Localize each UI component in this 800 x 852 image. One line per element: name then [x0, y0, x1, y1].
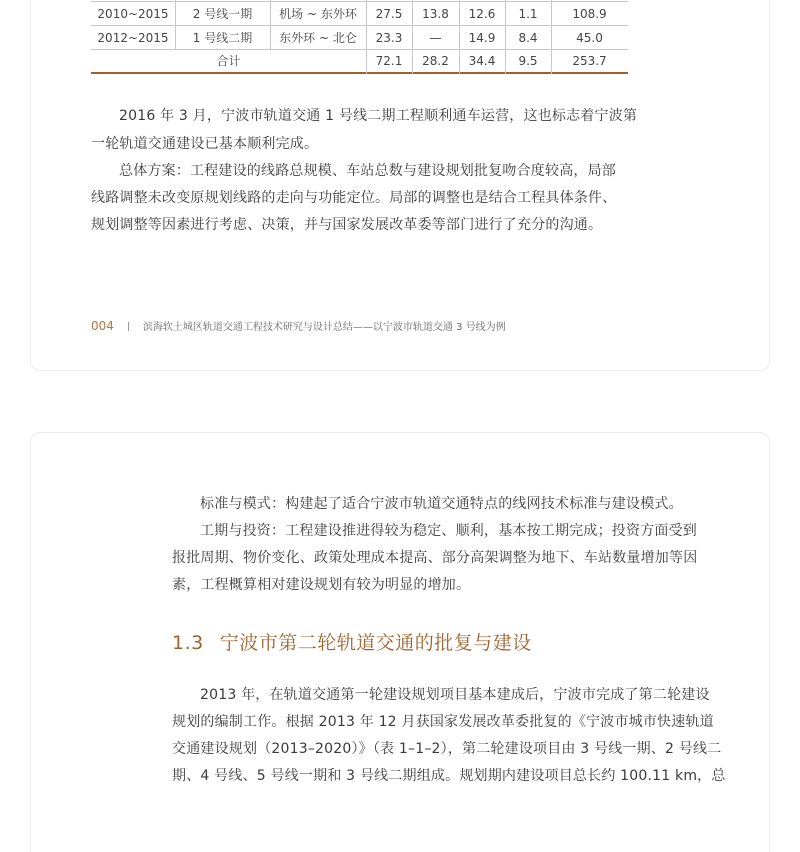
table-cell: 253.7: [572, 54, 607, 68]
running-title: 滨海软土城区轨道交通工程技术研究与设计总结——以宁波市轨道交通 3 号线为例: [142, 322, 506, 333]
table-cell: 13.8: [422, 7, 449, 21]
body-text-line: 规划的编制工作。根据 2013 年 12 月获国家发展改革委批复的《宁波市城市快速轨道: [172, 714, 714, 730]
body-text-line: 工期与投资：工程建设推进得较为稳定、顺利，基本按工期完成；投资方面受到: [200, 523, 697, 539]
body-text-line: 规划调整等因素进行考虑、决策，并与国家发展改革委等部门进行了充分的沟通。: [91, 217, 603, 233]
table-cell: 1 号线二期: [192, 31, 253, 45]
table-cell: 72.1: [375, 54, 403, 68]
body-text-line: 2016 年 3 月，宁波市轨道交通 1 号线二期工程顺利通车运营，这也标志着宁波第: [119, 108, 638, 124]
footer-divider: [128, 322, 129, 331]
table-cell: 机场 ~ 东外环: [279, 7, 357, 21]
section-title: 宁波市第二轮轨道交通的批复与建设: [219, 632, 532, 654]
table-cell: 45.0: [576, 31, 603, 45]
table-cell: 8.4: [518, 31, 538, 45]
table-cell: 28.2: [422, 54, 449, 68]
table-cell: 2012~2015: [97, 31, 169, 45]
body-text-line: 线路调整未改变原规划线路的走向与功能定位。局部的调整也是结合工程具体条件、: [91, 190, 617, 206]
table-cell: 34.4: [468, 54, 496, 68]
body-text-line: 交通建设规划（2013–2020）》（表 1–1–2），第二轮建设项目由 3 号线一期、2 号线二: [172, 741, 722, 757]
table-cell: 2 号线一期: [192, 7, 253, 21]
body-text-line: 标准与模式：构建起了适合宁波市轨道交通特点的线网技术标准与建设模式。: [200, 496, 683, 512]
table-cell: 27.5: [375, 7, 403, 21]
section-heading: [172, 628, 532, 655]
body-text-line: 期、4 号线、5 号线一期和 3 号线二期组成。规划期内建设项目总长约 100.11 km，总: [172, 768, 726, 784]
table-cell: 9.5: [518, 54, 538, 68]
table-cell: 12.6: [468, 7, 496, 21]
table-cell: 东外环 ~ 北仑: [279, 31, 357, 45]
table-cell: 23.3: [375, 31, 403, 45]
body-text-line: 报批周期、物价变化、政策处理成本提高、部分高架调整为地下、车站数量增加等因: [172, 550, 698, 566]
page-number: 004: [91, 319, 114, 333]
page-footer: [91, 318, 506, 334]
body-text-line: 总体方案：工程建设的线路总规模、车站总数与建设规划批复吻合度较高，局部: [119, 163, 616, 179]
body-text-line: 素，工程概算相对建设规划有较为明显的增加。: [172, 577, 471, 593]
body-text-line: 2013 年，在轨道交通第一轮建设规划项目基本建成后，宁波市完成了第二轮建设: [200, 687, 710, 703]
table-cell: 14.9: [468, 31, 496, 45]
table-cell: —: [429, 31, 442, 45]
table-total-label: 合计: [216, 54, 241, 68]
body-text-line: 一轮轨道交通建设已基本顺利完成。: [91, 136, 319, 152]
table-cell: 108.9: [572, 7, 607, 21]
table-cell: 1.1: [518, 7, 538, 21]
table: [91, 0, 628, 74]
table-cell: 2010~2015: [97, 7, 169, 21]
section-number: 1.3: [172, 632, 204, 654]
